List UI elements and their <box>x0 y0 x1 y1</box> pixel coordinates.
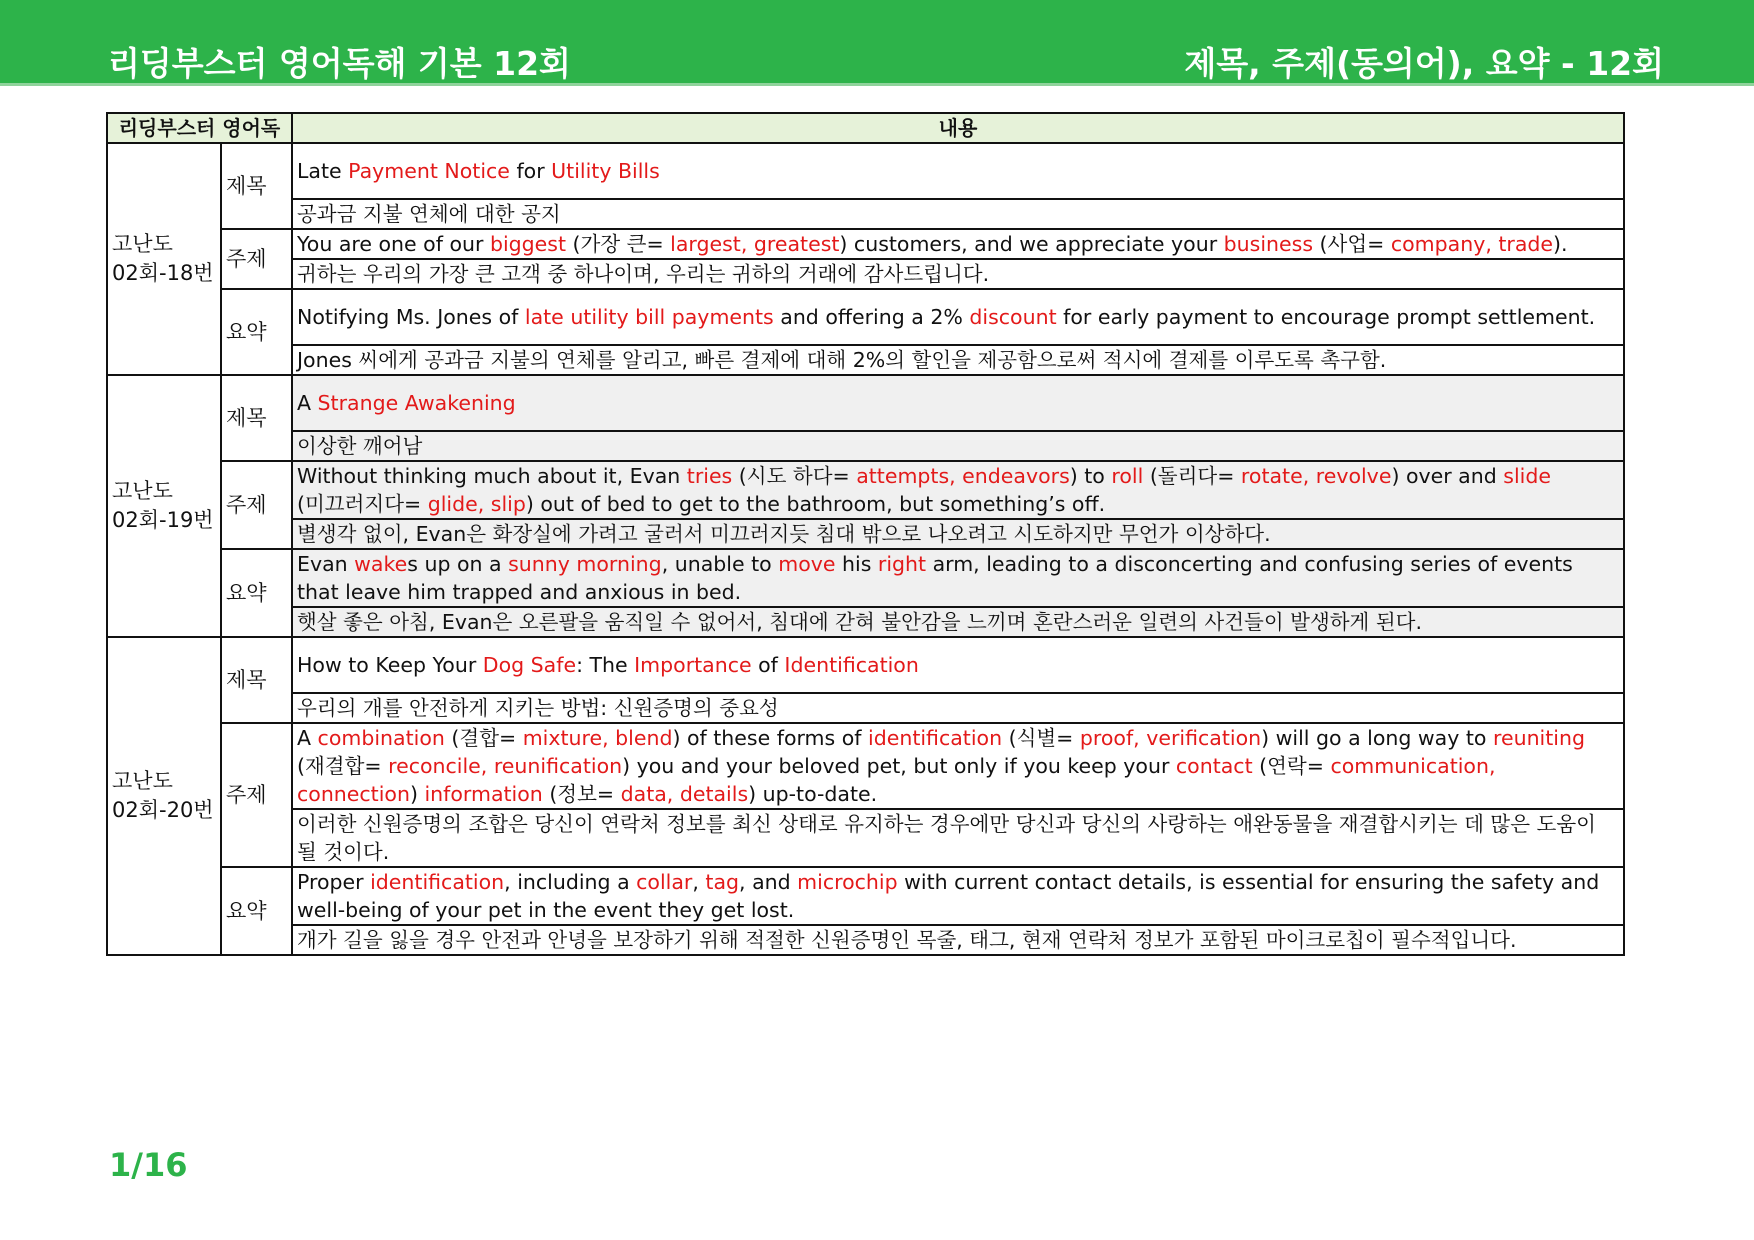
highlighted-term: glide, slip <box>427 492 526 516</box>
highlighted-term: Payment Notice <box>348 159 510 183</box>
highlighted-term: Utility Bills <box>551 159 660 183</box>
highlighted-term: company, trade <box>1390 232 1554 256</box>
column-header-source: 리딩부스터 영어독 <box>107 113 292 143</box>
sentence-text: A <box>297 726 318 750</box>
highlighted-term: combination <box>317 726 445 750</box>
highlighted-term: late utility bill payments <box>524 305 774 329</box>
row-type-label: 제목 <box>221 143 292 229</box>
highlighted-term: microchip <box>797 870 898 894</box>
table-row <box>107 345 1624 375</box>
sentence-text: , <box>692 870 706 894</box>
korean-translation-cell: Jones 씨에게 공과금 지불의 연체를 알리고, 빠른 결제에 대해 2%의 할인을 제공함으로써 적시에 결제를 이루도록 촉구함. <box>292 345 1624 375</box>
highlighted-term: business <box>1223 232 1314 256</box>
sentence-text: arm, leading to a disconcerting and confusing series of events that leave him trapped and anxious in bed. <box>297 552 1573 604</box>
worksheet-title: 리딩부스터 영어독해 기본 12회 <box>108 44 571 83</box>
korean-translation-cell: 이상한 깨어남 <box>292 431 1624 461</box>
table-header-row <box>107 113 1624 143</box>
highlighted-term: collar <box>636 870 693 894</box>
sentence-text: (재결합= <box>297 754 389 778</box>
row-type-label: 제목 <box>221 375 292 461</box>
sentence-text: (돌리다= <box>1143 464 1241 488</box>
table-row <box>107 229 1624 259</box>
table-row <box>107 199 1624 229</box>
highlighted-term: mixture, blend <box>522 726 673 750</box>
sentence-text: ) customers, and we appreciate your <box>839 232 1224 256</box>
highlighted-term: Strange Awakening <box>317 391 516 415</box>
highlighted-term: tries <box>686 464 733 488</box>
table-row <box>107 867 1624 925</box>
sentence-text: with current contact details, is essential for ensuring the safety and well-being of your pet in the event they get lost. <box>297 870 1600 922</box>
sentence-text: (미끄러지다= <box>297 492 428 516</box>
table-row <box>107 461 1624 519</box>
table-row <box>107 549 1624 607</box>
sentence-text: s up on a <box>407 552 509 576</box>
sentence-text: (정보= <box>542 782 621 806</box>
row-type-label: 요약 <box>221 867 292 955</box>
table-row <box>107 259 1624 289</box>
highlighted-term: Identification <box>784 653 919 677</box>
sentence-text: ) over and <box>1391 464 1504 488</box>
highlighted-term: largest, greatest <box>670 232 840 256</box>
highlighted-term: right <box>877 552 927 576</box>
english-sentence-cell <box>292 289 1624 345</box>
sentence-text: for early payment to encourage prompt settlement. <box>1056 305 1596 329</box>
sentence-text: his <box>835 552 878 576</box>
sentence-text: of <box>751 653 785 677</box>
question-source-label: 고난도 02회-19번 <box>107 375 221 637</box>
header-divider <box>0 83 1754 86</box>
table-row <box>107 809 1624 867</box>
korean-translation-cell: 개가 길을 잃을 경우 안전과 안녕을 보장하기 위해 적절한 신원증명인 목줄, 태그, 현재 연락처 정보가 포함된 마이크로칩이 필수적입니다. <box>292 925 1624 955</box>
english-sentence-cell <box>292 723 1624 809</box>
table-row <box>107 143 1624 199</box>
content-table <box>106 112 1625 956</box>
table-row <box>107 431 1624 461</box>
highlighted-term: identification <box>370 870 505 894</box>
sentence-text: , unable to <box>661 552 779 576</box>
highlighted-term: rotate, revolve <box>1240 464 1392 488</box>
sentence-text: Late <box>297 159 349 183</box>
sentence-text: ) of these forms of <box>672 726 868 750</box>
highlighted-term: tag <box>705 870 740 894</box>
highlighted-term: biggest <box>489 232 567 256</box>
sentence-text: (가장 큰= <box>566 232 671 256</box>
english-sentence-cell <box>292 375 1624 431</box>
sentence-text: and offering a 2% <box>773 305 970 329</box>
sentence-text: ) out of bed to get to the bathroom, but something’s off. <box>525 492 1106 516</box>
highlighted-term: proof, verification <box>1079 726 1262 750</box>
worksheet-subtitle: 제목, 주제(동의어), 요약 - 12회 <box>1184 44 1664 83</box>
row-type-label: 주제 <box>221 229 292 289</box>
sentence-text: ) to <box>1069 464 1112 488</box>
sentence-text: : The <box>576 653 635 677</box>
sentence-text: (결합= <box>444 726 523 750</box>
highlighted-term: identification <box>868 726 1003 750</box>
sentence-text: (사업= <box>1313 232 1391 256</box>
english-sentence-cell <box>292 461 1624 519</box>
page-number: 1/16 <box>109 1146 188 1184</box>
highlighted-term: Dog Safe <box>482 653 577 677</box>
highlighted-term: discount <box>969 305 1057 329</box>
sentence-text: You are one of our <box>297 232 490 256</box>
highlighted-term: sunny morning <box>508 552 662 576</box>
header-bar <box>0 0 1754 86</box>
highlighted-term: data, details <box>620 782 749 806</box>
highlighted-term: reconcile, reunification <box>388 754 623 778</box>
question-source-label: 고난도 02회-18번 <box>107 143 221 375</box>
korean-translation-cell: 별생각 없이, Evan은 화장실에 가려고 굴러서 미끄러지듯 침대 밖으로 나오려고 시도하지만 무언가 이상하다. <box>292 519 1624 549</box>
english-sentence-cell <box>292 549 1624 607</box>
sentence-text: ) you and your beloved pet, but only if you keep your <box>622 754 1176 778</box>
highlighted-term: Importance <box>634 653 752 677</box>
english-sentence-cell <box>292 229 1624 259</box>
table-row <box>107 693 1624 723</box>
sentence-text: ). <box>1553 232 1568 256</box>
row-type-label: 요약 <box>221 289 292 375</box>
korean-translation-cell: 공과금 지불 연체에 대한 공지 <box>292 199 1624 229</box>
highlighted-term: roll <box>1111 464 1144 488</box>
highlighted-term: information <box>424 782 543 806</box>
sentence-text: How to Keep Your <box>297 653 483 677</box>
sentence-text: (식별= <box>1002 726 1080 750</box>
sentence-text: Proper <box>297 870 371 894</box>
highlighted-term: wake <box>354 552 408 576</box>
column-header-content: 내용 <box>292 113 1624 143</box>
row-type-label: 요약 <box>221 549 292 637</box>
sentence-text: ) up-to-date. <box>748 782 878 806</box>
english-sentence-cell <box>292 143 1624 199</box>
sentence-text: A <box>297 391 318 415</box>
sentence-text: ) will go a long way to <box>1261 726 1493 750</box>
highlighted-term: move <box>778 552 836 576</box>
row-type-label: 주제 <box>221 723 292 867</box>
sentence-text: , including a <box>504 870 637 894</box>
sentence-text: (시도 하다= <box>732 464 857 488</box>
sentence-text: , and <box>739 870 798 894</box>
english-sentence-cell <box>292 867 1624 925</box>
korean-translation-cell: 우리의 개를 안전하게 지키는 방법: 신원증명의 중요성 <box>292 693 1624 723</box>
sentence-text: (연락= <box>1252 754 1331 778</box>
highlighted-term: reuniting <box>1492 726 1585 750</box>
korean-translation-cell: 햇살 좋은 아침, Evan은 오른팔을 움직일 수 없어서, 침대에 갇혀 불안감을 느끼며 혼란스러운 일련의 사건들이 발생하게 된다. <box>292 607 1624 637</box>
table-row <box>107 723 1624 809</box>
table-row <box>107 289 1624 345</box>
table-row <box>107 375 1624 431</box>
row-type-label: 주제 <box>221 461 292 549</box>
sentence-text: Evan <box>297 552 355 576</box>
highlighted-term: contact <box>1175 754 1253 778</box>
table-row <box>107 637 1624 693</box>
table-row <box>107 607 1624 637</box>
korean-translation-cell: 이러한 신원증명의 조합은 당신이 연락처 정보를 최신 상태로 유지하는 경우에만 당신과 당신의 사랑하는 애완동물을 재결합시키는 데 많은 도움이 될 것이다. <box>292 809 1624 867</box>
sentence-text: for <box>509 159 552 183</box>
question-source-label: 고난도 02회-20번 <box>107 637 221 955</box>
sentence-text: ) <box>409 782 425 806</box>
sentence-text: Without thinking much about it, Evan <box>297 464 687 488</box>
table-row <box>107 925 1624 955</box>
row-type-label: 제목 <box>221 637 292 723</box>
highlighted-term: slide <box>1503 464 1551 488</box>
table-body <box>107 143 1624 955</box>
table-row <box>107 519 1624 549</box>
english-sentence-cell <box>292 637 1624 693</box>
highlighted-term: attempts, endeavors <box>856 464 1070 488</box>
sentence-text: Notifying Ms. Jones of <box>297 305 525 329</box>
korean-translation-cell: 귀하는 우리의 가장 큰 고객 중 하나이며, 우리는 귀하의 거래에 감사드립니다. <box>292 259 1624 289</box>
highlighted-term: communication, connection <box>297 754 1496 806</box>
